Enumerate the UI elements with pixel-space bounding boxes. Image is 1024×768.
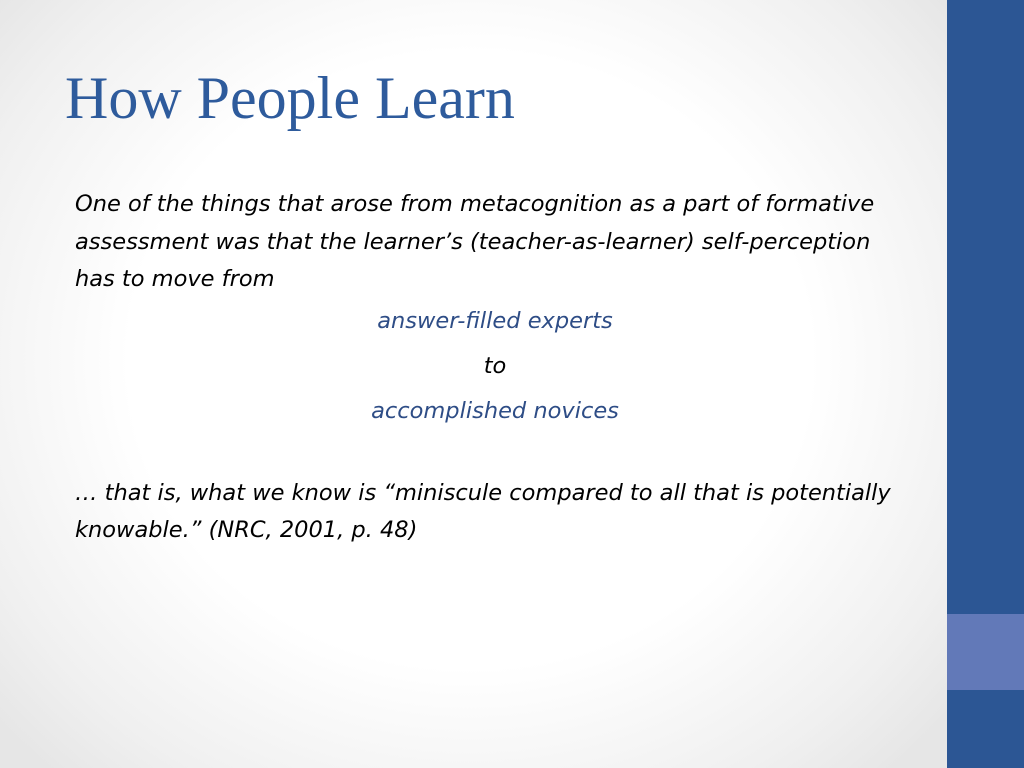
to-phrase: accomplished novices [371, 397, 619, 424]
side-decor-accent-block [947, 614, 1024, 690]
from-phrase: answer-filled experts [377, 307, 613, 334]
slide-body [75, 186, 915, 550]
slide-title: How People Learn [65, 65, 515, 131]
connector-word: to [483, 352, 507, 379]
paragraph-spacer [75, 434, 915, 475]
intro-paragraph: One of the things that arose from metacognition as a part of formative assessment was that the learner’s (teacher-as-learner) self-perception has to move from [75, 191, 875, 292]
quote-paragraph: … that is, what we know is “miniscule compared to all that is potentially knowable.” (NRC, 2001, p. 48) [75, 479, 891, 543]
